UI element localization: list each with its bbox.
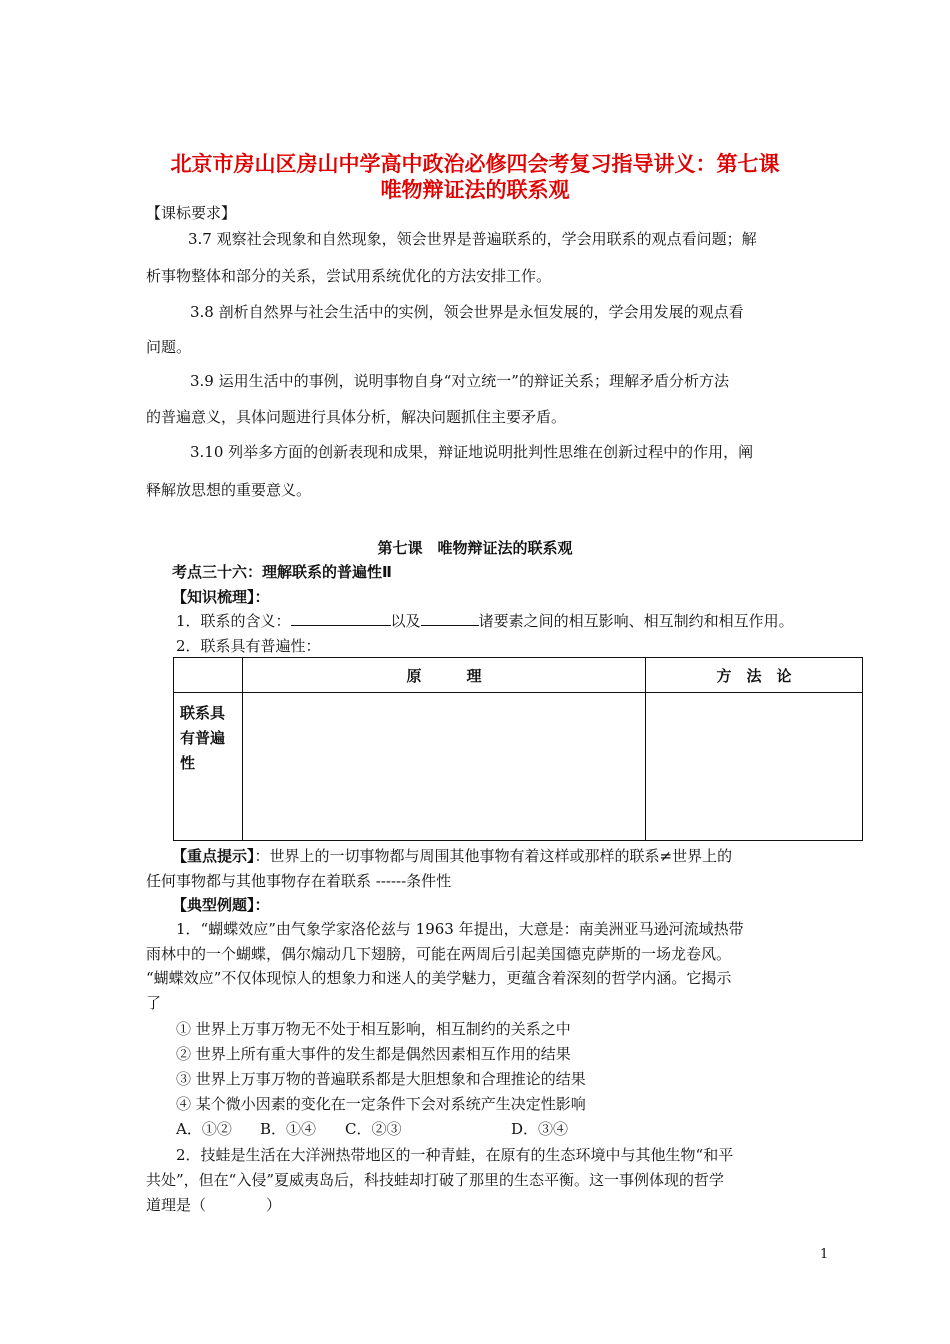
- question-line: 了: [146, 994, 162, 1012]
- document-title-line1: 北京市房山区房山中学高中政治必修四会考复习指导讲义：第七课: [170, 152, 780, 176]
- question-line: 道理是（ ）: [146, 1196, 282, 1214]
- page-number: 1: [820, 1247, 829, 1262]
- requirement-line: 问题。: [146, 338, 192, 356]
- requirement-line: 的普遍意义，具体问题进行具体分析，解决问题抓住主要矛盾。: [146, 408, 567, 426]
- question-line: 1．“蝴蝶效应”由气象学家洛伦兹与 1963 年提出，大意是：南美洲亚马逊河流域热带: [176, 920, 744, 938]
- choice-b[interactable]: B．①④: [260, 1120, 317, 1138]
- knowledge-item-1: [176, 610, 794, 631]
- question-line: “蝴蝶效应”不仅体现惊人的想象力和迷人的美学魅力，更蕴含着深刻的哲学内涵。它揭示: [146, 969, 732, 987]
- option-line: ② 世界上所有重大事件的发生都是偶然因素相互作用的结果: [176, 1045, 571, 1063]
- tip-line1: [172, 845, 732, 866]
- requirement-line: 析事物整体和部分的关系，尝试用系统优化的方法安排工作。: [146, 267, 552, 285]
- option-line: ③ 世界上万事万物的普遍联系都是大胆想象和合理推论的结果: [176, 1070, 586, 1088]
- requirements-header: 【课标要求】: [146, 204, 237, 222]
- header-method: 方 法 论: [646, 658, 863, 693]
- question-line: 雨林中的一个蝴蝶，偶尔煽动几下翅膀，可能在两周后引起美国德克萨斯的一场龙卷风。: [146, 945, 732, 963]
- question-line: 共处”，但在“入侵”夏威夷岛后，科技蛙却打破了那里的生态平衡。这一事例体现的哲学: [146, 1171, 725, 1189]
- knowledge-header: 【知识梳理】：: [172, 588, 270, 606]
- principle-answer-cell[interactable]: [243, 693, 646, 841]
- table-corner-cell: [174, 658, 243, 693]
- choice-d[interactable]: D．③④: [511, 1120, 569, 1138]
- choice-c[interactable]: C．②③: [345, 1120, 402, 1138]
- option-line: ① 世界上万事万物无不处于相互影响，相互制约的关系之中: [176, 1020, 571, 1038]
- kaodian-heading: 考点三十六：理解联系的普遍性Ⅱ: [172, 563, 392, 581]
- tip-label: 【重点提示】: [172, 847, 255, 865]
- item1-mid: 以及: [390, 612, 421, 630]
- fill-blank-2[interactable]: [421, 611, 479, 626]
- document-title-line2: 唯物辩证法的联系观: [380, 178, 570, 202]
- principle-method-table: [173, 657, 863, 841]
- fill-blank-1[interactable]: [291, 611, 391, 626]
- tip-text: ：世界上的一切事物都与周围其他事物有着这样或那样的联系≠世界上的: [254, 847, 733, 865]
- item1-prefix: 1．联系的含义：: [176, 612, 291, 630]
- requirement-line: 3.7 观察社会现象和自然现象，领会世界是普遍联系的，学会用联系的观点看问题；解: [188, 230, 757, 248]
- requirement-line: 3.10 列举多方面的创新表现和成果，辩证地说明批判性思维在创新过程中的作用，阐: [190, 443, 754, 461]
- requirement-line: 3.9 运用生活中的事例，说明事物自身“对立统一”的辩证关系；理解矛盾分析方法: [190, 372, 729, 390]
- choice-a[interactable]: A．①②: [176, 1120, 232, 1138]
- requirement-line: 3.8 剖析自然界与社会生活中的实例，领会世界是永恒发展的，学会用发展的观点看: [190, 303, 744, 321]
- question-line: 2．技蛙是生活在大洋洲热带地区的一种青蛙，在原有的生态环境中与其他生物“和平: [176, 1146, 734, 1164]
- method-answer-cell[interactable]: [646, 693, 863, 841]
- header-principle: 原 理: [243, 658, 646, 693]
- requirement-line: 释解放思想的重要意义。: [146, 481, 312, 499]
- lesson-title: 第七课 唯物辩证法的联系观: [377, 539, 573, 557]
- item1-suffix: 诸要素之间的相互影响、相互制约和相互作用。: [478, 612, 794, 630]
- tip-line2: 任何事物都与其他事物存在着联系 ------条件性: [146, 872, 452, 890]
- option-line: ④ 某个微小因素的变化在一定条件下会对系统产生决定性影响: [176, 1095, 586, 1113]
- row-label: 联系具有普遍性: [174, 693, 243, 841]
- examples-header: 【典型例题】：: [172, 896, 270, 914]
- knowledge-item-2: 2．联系具有普遍性：: [176, 637, 321, 655]
